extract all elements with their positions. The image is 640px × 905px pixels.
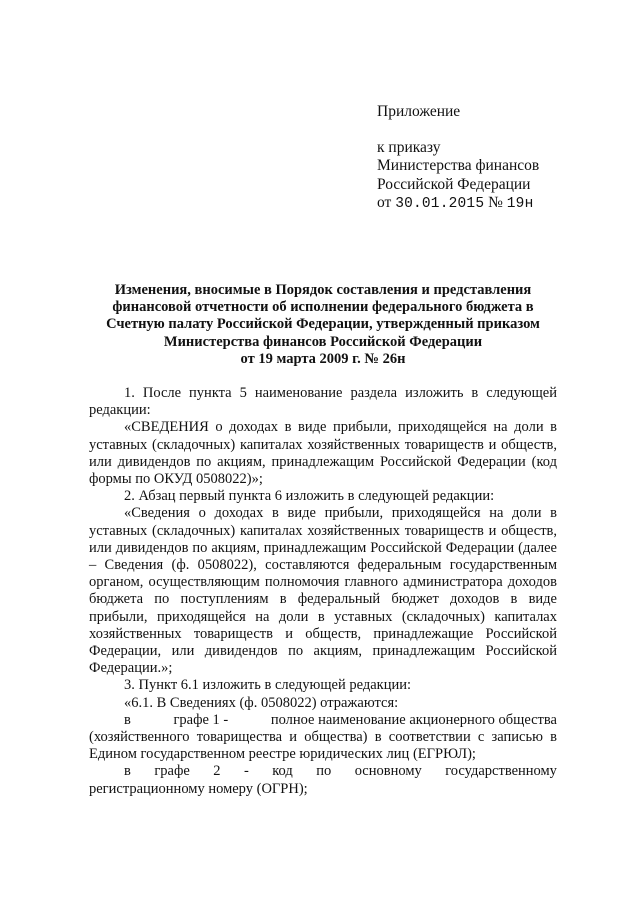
document-body — [89, 385, 557, 798]
paragraph-2: «СВЕДЕНИЯ о доходах в виде прибыли, приходящейся на доли в уставных (складочных) капиталах хозяйственных товариществ и обществ, или дивидендов по акциям, принадлежащим Российской Федерации (код формы по ОКУД 0508022)»; — [89, 419, 557, 488]
graf-2-word: по — [316, 763, 332, 780]
graf-2-word: основному — [354, 763, 422, 780]
graf-2-continuation: регистрационному номеру (ОГРН); — [89, 780, 308, 797]
graf-1-label: графе 1 - — [173, 711, 229, 728]
appendix-country-line: Российской Федерации — [377, 175, 531, 193]
graf-2-word: 2 — [213, 763, 221, 780]
graf-2-first-line — [89, 763, 557, 780]
order-number: 19н — [506, 196, 534, 212]
appendix-order-line: к приказу — [377, 138, 441, 156]
graf-1-description: полное наименование акционерного общества — [270, 711, 557, 728]
paragraph-4: «Сведения о доходах в виде прибыли, приходящейся на доли в уставных (складочных) капиталах хозяйственных товариществ и обществ, или дивидендов по акциям, принадлежащим Российской Федерации (далее – Сведения (ф. 0508022), составляются федеральным государственным органом, осуществляющим полномочия главного администратора доходов бюджета по поступлениям в федеральный бюджет доходов в виде прибыли, приходящейся на доли в уставных (складочных) капиталах хозяйственных товариществ и обществ, принадлежащие Российской Федерации, или дивидендов по акциям, принадлежащим Российской Федерации.»; — [89, 505, 557, 677]
paragraph-5: 3. Пункт 6.1 изложить в следующей редакции: — [124, 677, 412, 694]
graf-2-word: код — [272, 763, 293, 780]
order-date: 30.01.2015 — [395, 196, 485, 212]
paragraph-3: 2. Абзац первый пункта 6 изложить в следующей редакции: — [124, 488, 495, 505]
title-line: Счетную палату Российской Федерации, утвержденный приказом — [106, 316, 540, 333]
graf-2-word: графе — [154, 763, 190, 780]
title-line: Изменения, вносимые в Порядок составления и представления — [114, 282, 532, 298]
paragraph-1: 1. После пункта 5 наименование раздела изложить в следующей редакции: — [89, 385, 557, 419]
spacer — [377, 122, 539, 139]
date-prefix: от — [377, 194, 392, 211]
appendix-label: Приложение — [377, 103, 461, 120]
graf-2-word: в — [124, 763, 131, 780]
graf-2-word: государственному — [445, 763, 557, 780]
title-line: от 19 марта 2009 г. № 26н — [240, 350, 406, 367]
number-sign: № — [488, 194, 503, 211]
graf-1-in: в — [124, 711, 131, 728]
graf-1-first-line — [89, 712, 557, 729]
document-title — [88, 282, 558, 368]
graf-1-continuation: (хозяйственного товарищества и общества) в соответствии с записью в Едином государственном реестре юридических лиц (ЕГРЮЛ); — [89, 729, 557, 763]
order-date-row — [377, 194, 539, 214]
title-line: финансовой отчетности об исполнении федерального бюджета в — [112, 299, 534, 316]
title-line: Министерства финансов Российской Федерации — [163, 333, 483, 350]
appendix-block — [377, 103, 539, 214]
paragraph-6: «6.1. В Сведениях (ф. 0508022) отражаются: — [124, 694, 399, 711]
graf-2-word: - — [243, 763, 249, 780]
appendix-ministry-line: Министерства финансов — [377, 157, 540, 174]
